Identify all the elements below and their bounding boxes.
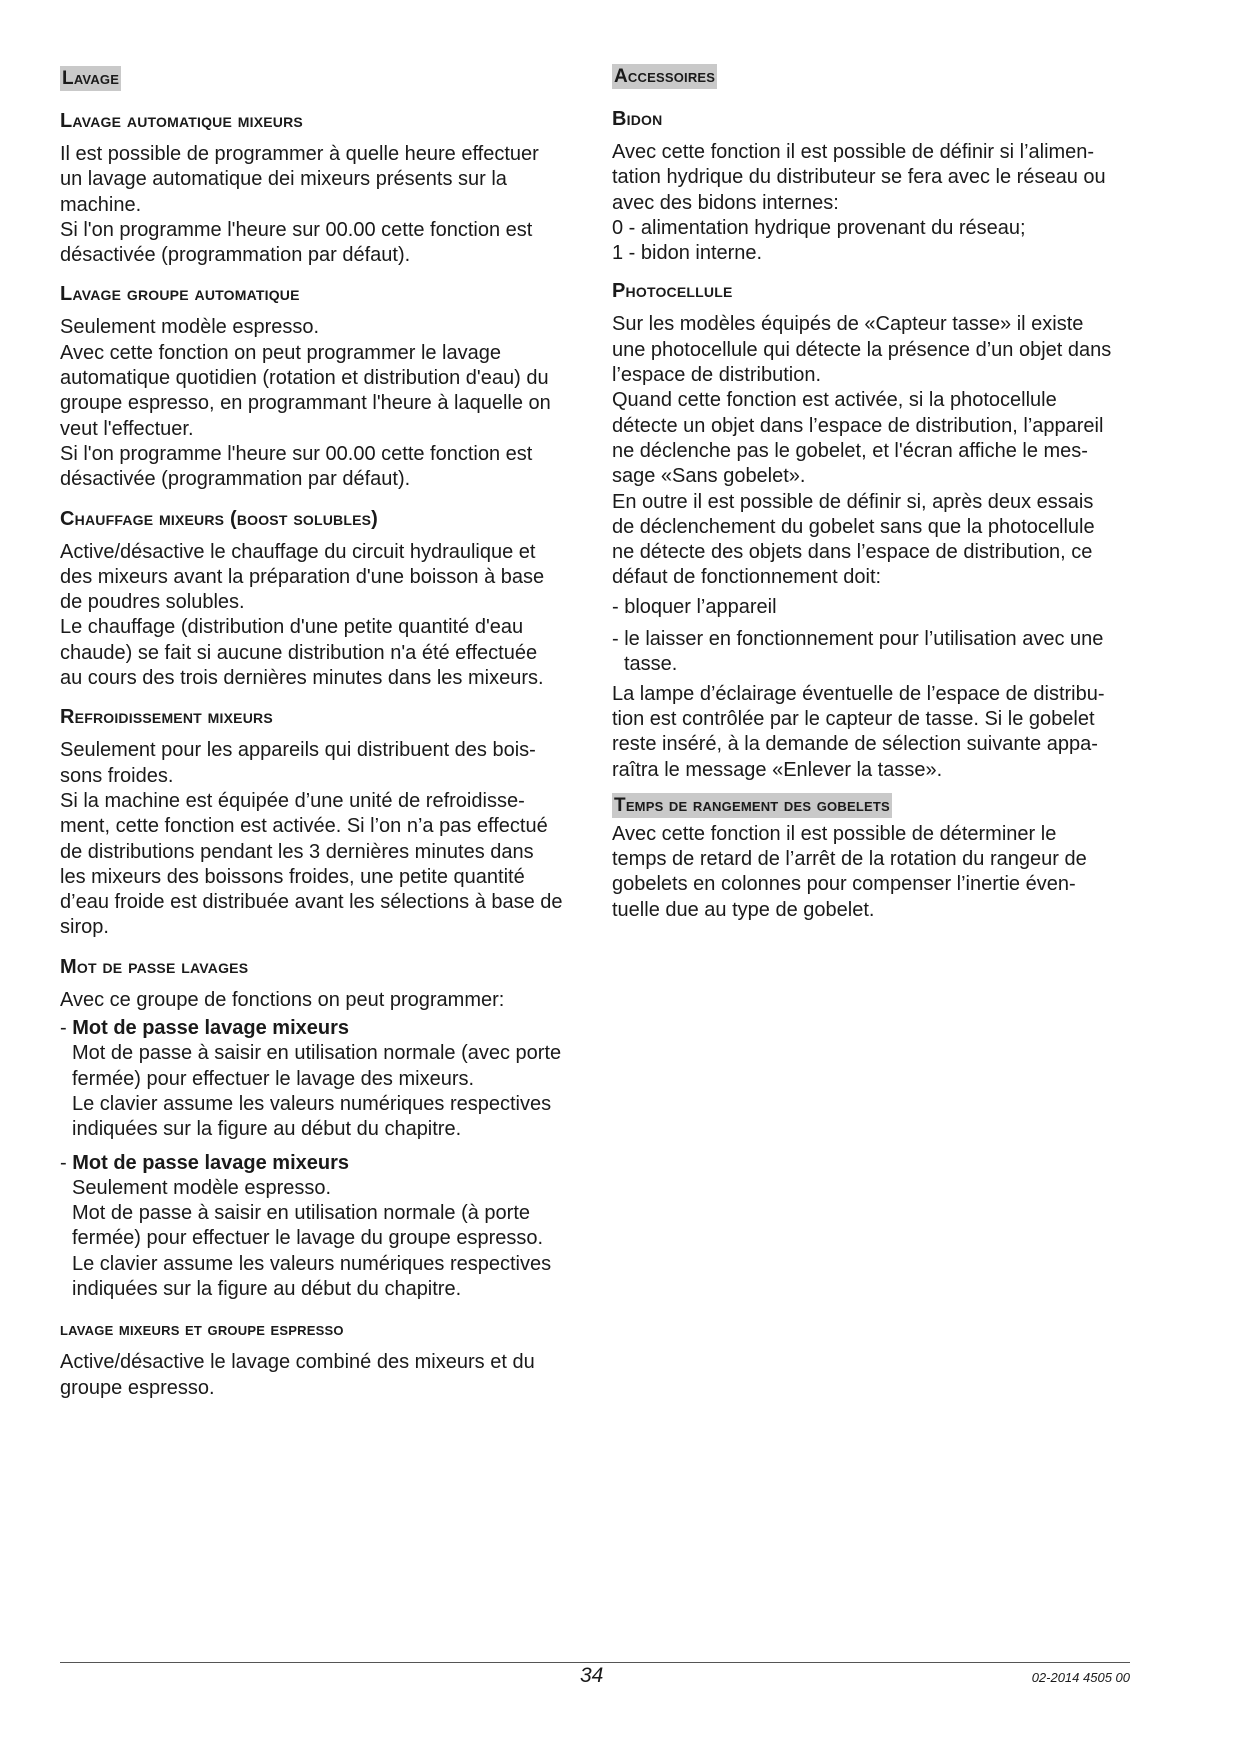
left-column (60, 66, 585, 1401)
heading-bidon: Bidon (612, 108, 663, 130)
paragraph-mot-de-passe-intro: Avec ce groupe de fonctions on peut programmer: (60, 988, 505, 1011)
paragraph-refroidissement: Seulement pour les appareils qui distribuent des bois- sons froides. Si la machine est équipée d’une unité de refroidisse- ment, cette fonction est activée. Si l’on n’a pas effectué de distributions pendant les 3 dernières minutes dans les mixeurs des boissons froides, une petite quantité d’eau froide est distribuée avant les sélections à base de sirop. (60, 739, 563, 939)
heading-refroidissement-mixeurs: Refroidissement mixeurs (60, 706, 273, 729)
heading-photocellule: Photocellule (612, 280, 733, 303)
section-band-accessoires: Accessoires (614, 66, 716, 87)
heading-mot-de-passe-lavages: Mot de passe lavages (60, 955, 249, 978)
footer-rule (60, 1662, 1130, 1663)
paragraph-lavage-combine: Active/désactive le lavage combiné des mixeurs et du groupe espresso. (60, 1351, 535, 1399)
heading-lavage-mixeurs-groupe: lavage mixeurs et groupe espresso (60, 1319, 344, 1341)
list-item-head: Mot de passe lavage mixeurs (72, 1017, 350, 1040)
section-band-lavage: Lavage (62, 68, 120, 89)
document-reference: 02-2014 4505 00 (1031, 1670, 1130, 1685)
heading-lavage-automatique-mixeurs: Lavage automatique mixeurs (60, 110, 303, 132)
page-number: 34 (580, 1664, 604, 1687)
heading-lavage-groupe-automatique: Lavage groupe automatique (60, 283, 300, 306)
paragraph-chauffage: Active/désactive le chauffage du circuit hydraulique et des mixeurs avant la préparation d'une boisson à base de poudres solubles. Le chauffage (distribution d'une petite quantité d'eau chaude) se fait si aucune distribution n'a été effectuée au cours des trois dernières minutes dans les mixeurs. (60, 540, 545, 690)
list-item-body: Mot de passe à saisir en utilisation normale (avec porte fermée) pour effectuer le lavage des mixeurs. Le clavier assume les valeurs numériques respectives indiquées sur la figure au début du chapitre. (72, 1042, 562, 1141)
list-item-mot-de-passe-mixeurs: - Mot de passe lavage mixeurs (60, 1017, 350, 1040)
list-item-body: Seulement modèle espresso. Mot de passe à saisir en utilisation normale (à porte fermée) pour effectuer le lavage du groupe espresso. Le clavier assume les valeurs numériques respectives indiquées sur la figure au début du chapitre. (72, 1176, 552, 1300)
paragraph-lavage-automatique: Il est possible de programmer à quelle heure effectuer un lavage automatique dei mixeurs présents sur la machine. Si l'on programme l'heure sur 00.00 cette fonction est désactivée (programmation par défaut). (60, 143, 539, 267)
section-band-temps-rangement: Temps de rangement des gobelets (614, 794, 890, 816)
list-item-bloquer: - bloquer l’appareil (612, 595, 777, 618)
paragraph-bidon: Avec cette fonction il est possible de définir si l’alimen- tation hydrique du distributeur se fera avec le réseau ou avec des bidons internes: 0 - alimentation hydrique provenant du réseau; 1 - bidon interne. (612, 141, 1106, 265)
right-column (612, 64, 1142, 923)
paragraph-temps-rangement: Avec cette fonction il est possible de déterminer le temps de retard de l’arrêt de la rotation du rangeur de gobelets en colonnes pour compenser l’inertie éven- tuelle due au type de gobelet. (612, 822, 1087, 921)
list-item-fonctionnement: - le laisser en fonctionnement pour l’utilisation avec une tasse. (612, 628, 1104, 676)
list-item-mot-de-passe-groupe: - Mot de passe lavage mixeurs (60, 1151, 350, 1174)
list-item-head: Mot de passe lavage mixeurs (72, 1151, 350, 1174)
paragraph-lavage-groupe: Seulement modèle espresso. Avec cette fonction on peut programmer le lavage automatique quotidien (rotation et distribution d'eau) du groupe espresso, en programmant l'heure à laquelle on veut l'effectuer. Si l'on programme l'heure sur 00.00 cette fonction est désactivée (programmation par défaut). (60, 316, 551, 491)
paragraph-lampe: La lampe d’éclairage éventuelle de l’espace de distribu- tion est contrôlée par le capteur de tasse. Si le gobelet reste inséré, à la demande de sélection suivante appa- raîtra le message «Enlever la tasse». (612, 682, 1105, 781)
heading-chauffage-mixeurs: Chauffage mixeurs (boost solubles) (60, 507, 379, 530)
paragraph-photocellule: Sur les modèles équipés de «Capteur tasse» il existe une photocellule qui détecte la présence d’un objet dans l’espace de distribution. Quand cette fonction est activée, si la photocellule détecte un objet dans l’espace de distribution, l’appareil ne déclenche pas le gobelet, et l'écran affiche le mes- sage «Sans gobelet». En outre il est possible de définir si, après deux essais de déclenchement du gobelet sans que la photocellule ne détecte des objets dans l’espace de distribution, ce défaut de fonctionnement doit: (612, 313, 1112, 589)
